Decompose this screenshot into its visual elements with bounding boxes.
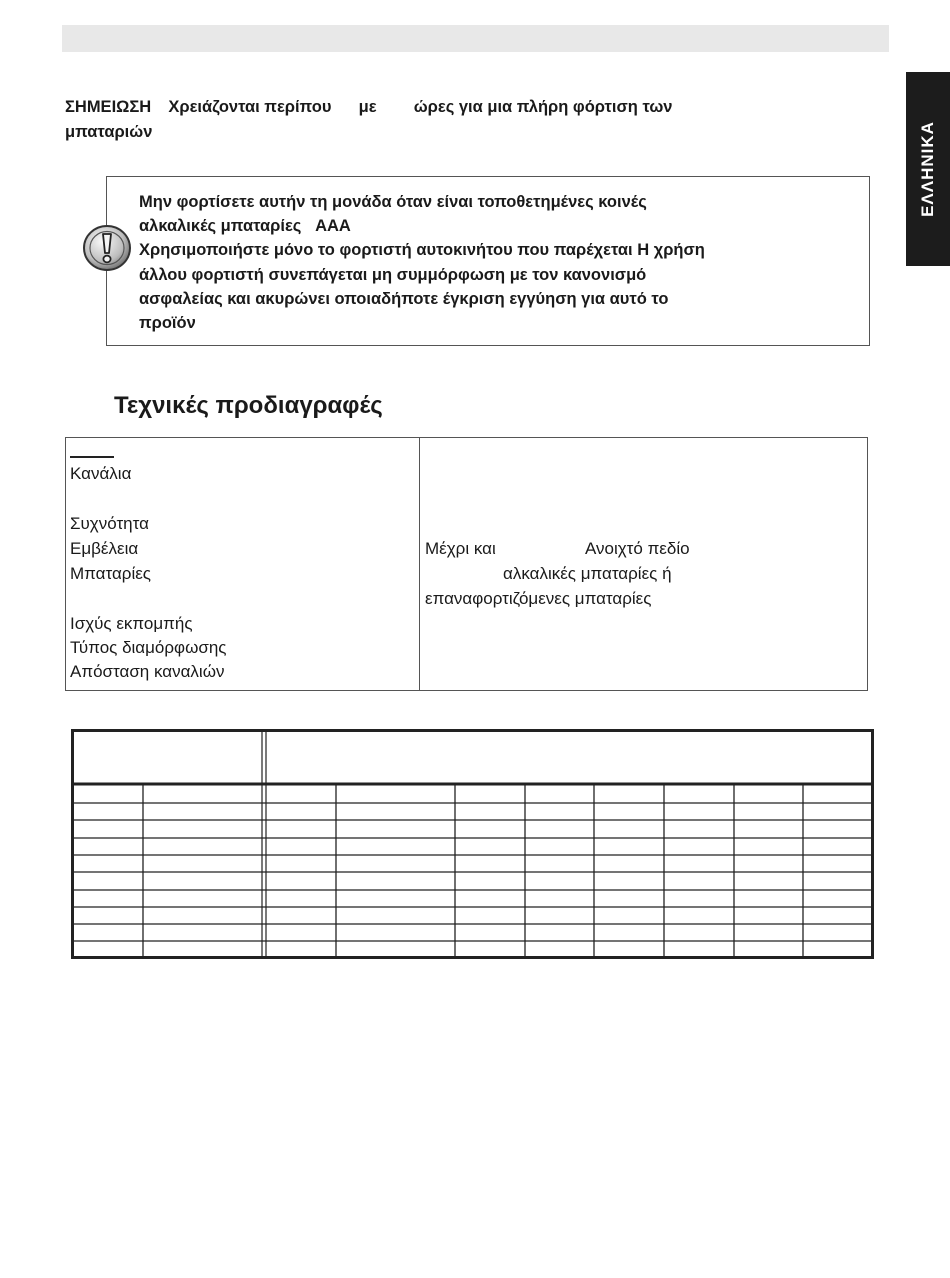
- exclamation-icon: [81, 223, 133, 273]
- spec-label-frequency: Συχνότητα: [70, 514, 149, 533]
- warning-text: [139, 190, 859, 335]
- warning-line: αλκαλικές μπαταρίες AAA: [139, 217, 351, 236]
- warning-line: άλλου φορτιστή συνεπάγεται μη συμμόρφωση με τον κανονισμό: [139, 265, 647, 284]
- channel-frequency-table: [71, 729, 874, 959]
- spec-label-power: Ισχύς εκπομπής: [70, 614, 193, 633]
- warning-box: [106, 176, 870, 346]
- note-text-d: μπαταριών: [65, 123, 153, 141]
- spec-value-batteries-b: επαναφορτιζόμενες μπαταρίες: [425, 589, 652, 608]
- language-tab-label: ΕΛΛΗΝΙΚΑ: [918, 121, 938, 217]
- warning-line: ασφαλείας και ακυρώνει οποιαδήποτε έγκριση εγγύηση για αυτό το: [139, 289, 669, 308]
- spec-value-range-b: Ανοιχτό πεδίο: [585, 539, 690, 558]
- frequency-grid: [74, 732, 871, 956]
- note-text-a: Χρειάζονται περίπου: [168, 98, 332, 116]
- spec-label-range: Εμβέλεια: [70, 539, 139, 558]
- spec-value-batteries-a: αλκαλικές μπαταρίες ή: [503, 564, 672, 583]
- language-tab: [906, 72, 950, 266]
- charging-note: [65, 95, 825, 145]
- warning-line: Μην φορτίσετε αυτήν τη μονάδα όταν είναι τοποθετημένες κοινές: [139, 193, 647, 211]
- specs-values-column: [420, 438, 867, 690]
- specs-table: [65, 437, 868, 691]
- warning-line: προϊόν: [139, 314, 196, 333]
- note-text-c: ώρες για μια πλήρη φόρτιση των: [413, 98, 673, 116]
- spec-value-range-a: Μέχρι και: [425, 539, 496, 558]
- specs-title: Τεχνικές προδιαγραφές: [114, 392, 383, 419]
- warning-line: Χρησιμοποιήστε μόνο το φορτιστή αυτοκινήτου που παρέχεται Η χρήση: [139, 241, 705, 260]
- specs-labels-column: [66, 438, 420, 690]
- spec-dash: [70, 456, 114, 458]
- spec-label-channels: Κανάλια: [70, 464, 132, 483]
- spec-label-spacing: Απόσταση καναλιών: [70, 662, 225, 681]
- note-text-b: με: [358, 98, 377, 116]
- spec-label-modulation: Τύπος διαμόρφωσης: [70, 638, 227, 657]
- header-bar: [62, 25, 889, 52]
- note-label: ΣΗΜΕΙΩΣΗ: [65, 98, 152, 116]
- spec-label-batteries: Μπαταρίες: [70, 564, 151, 583]
